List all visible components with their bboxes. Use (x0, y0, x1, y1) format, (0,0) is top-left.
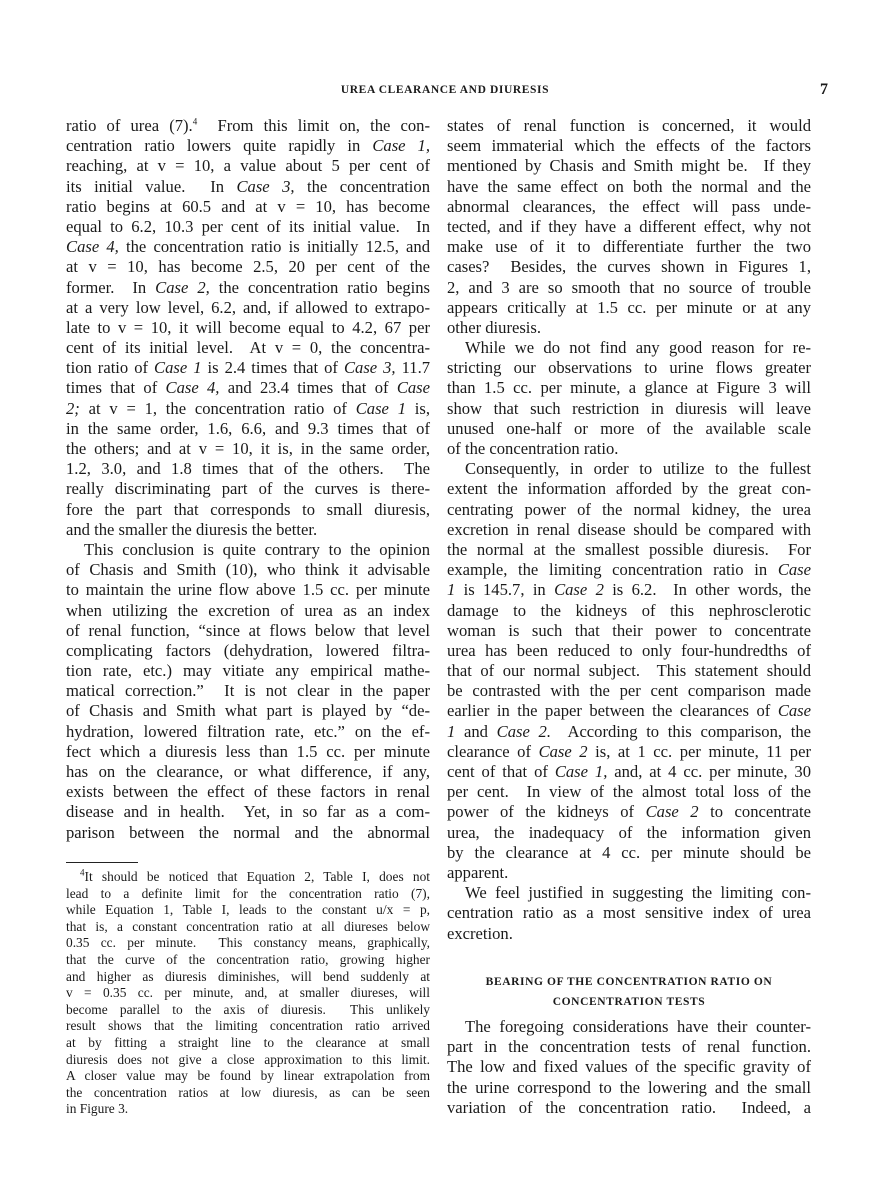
text-line: and the smaller the diuresis the better. (66, 519, 318, 539)
text-line: per cent. In view of the almost total loss of the (447, 782, 811, 802)
right-column (447, 116, 811, 944)
text-line: earlier in the paper between the clearances of Case (447, 701, 811, 721)
text-line: hydration, lowered filtration rate, etc.” on the ef- (66, 721, 430, 741)
text-line: complicating factors (dehydration, lowered filtra- (66, 640, 430, 660)
italic-text: Case 3, (236, 176, 295, 196)
text-line: power of the kidneys of Case 2 to concentrate (447, 802, 811, 822)
text-line: cent of its initial level. At v = 0, the concentra- (66, 338, 430, 358)
text-line: excretion. (447, 923, 513, 943)
italic-text: Case 1 (355, 398, 406, 418)
text-line: while Equation 1, Table I, leads to the constant u/x = p, (66, 902, 430, 918)
text-line: be contrasted with the per cent comparison made (447, 681, 811, 701)
italic-text: Case (777, 701, 811, 721)
section-heading (447, 972, 811, 1012)
text-line: extent the information afforded by the great con- (447, 479, 811, 499)
text-line: other diuresis. (447, 317, 542, 337)
text-line: fect which a diuresis less than 1.5 cc. per minute (66, 741, 430, 761)
text-line: cases? Besides, the curves shown in Figures 1, (447, 257, 811, 277)
text-line: A closer value may be found by linear extrapolation from (66, 1068, 430, 1084)
footnote-reference: 4 (192, 116, 198, 127)
text-line: its initial value. In Case 3, the concentration (66, 176, 431, 196)
text-line: disease and in health. Yet, in so far as a com- (66, 802, 430, 822)
italic-text: Case 1, (554, 762, 608, 781)
footnote (66, 869, 430, 1118)
text-line: that of our normal subject. This statement should (447, 661, 811, 681)
text-line: in Figure 3. (66, 1101, 129, 1117)
text-line: fore the part that corresponds to small diuresis, (66, 499, 430, 519)
text-line: We feel justified in suggesting the limiting con- (465, 883, 811, 903)
text-line: Consequently, in order to utilize to the fullest (465, 459, 811, 479)
text-line: equal to 6.2, 10.3 per cent of its initial value. In (66, 216, 430, 236)
text-line: centrating power of the normal kidney, the urea (447, 499, 811, 519)
text-line: times that of Case 4, and 23.4 times that of Case (66, 378, 430, 398)
text-line: of Chasis and Smith what part is played by “de- (66, 701, 430, 721)
italic-text: Case 2 (538, 741, 588, 761)
text-line: exists between the effect of these factors in renal (66, 782, 430, 802)
text-line: 0.35 cc. per minute. This constancy means, graphically, (66, 935, 430, 951)
text-line: urea has been reduced to only four-hundredths of (447, 640, 811, 660)
text-line: appears critically at 1.5 cc. per minute or at any (447, 297, 811, 317)
italic-text: Case 2. (496, 721, 551, 741)
text-line: $^4$It should be noticed that Equation 2, Table I, does not (80, 867, 430, 884)
italic-text: Case 2 (554, 580, 604, 600)
text-line: v = 0.35 cc. per minute, and, at smaller diureses, will (66, 985, 430, 1001)
text-line: abnormal clearances, the effect will pass unde- (447, 196, 811, 216)
text-line: example, the limiting concentration ratio in Case (447, 560, 811, 580)
text-line: centration ratio as a most sensitive index of urea (447, 903, 811, 923)
text-line: ratio of urea (7).$^4$ From this limit on, the con- (66, 116, 430, 135)
italic-text: Case 1 (154, 358, 202, 378)
italic-text: Case 3, (343, 358, 396, 378)
text-line: former. In Case 2, the concentration ratio begins (66, 277, 431, 297)
page-number: 7 (820, 81, 828, 98)
text-line: excretion in renal disease should be compared with (447, 519, 811, 539)
text-line: tion rate, etc.) may vitiate any empirical mathe- (66, 661, 430, 681)
italic-text: Case 4, (165, 378, 220, 398)
italic-text: Case 1, (372, 136, 430, 156)
text-line: at v = 10, has become 2.5, 20 per cent of the (66, 257, 430, 277)
running-title: UREA CLEARANCE AND DIURESIS (340, 84, 550, 96)
text-line: This conclusion is quite contrary to the opinion (84, 539, 430, 559)
text-line: mentioned by Chasis and Smith might be. If they (447, 156, 811, 176)
text-line: of the concentration ratio. (447, 439, 619, 458)
text-line: stricting our observations to urine flows greater (447, 358, 811, 378)
text-line: parison between the normal and the abnormal (66, 822, 430, 842)
section-heading-line-2: CONCENTRATION TESTS (552, 996, 706, 1008)
text-line: variation of the concentration ratio. Indeed, a (447, 1097, 811, 1117)
text-line: 1 is 145.7, in Case 2 is 6.2. In other words, the (447, 580, 811, 600)
text-line: lead to a definite limit for the concentration ratio (7), (66, 885, 430, 901)
italic-text: Case 2, (155, 277, 210, 297)
italic-text: 1 (447, 721, 456, 741)
text-line: the normal at the smallest possible diuresis. For (447, 539, 811, 559)
text-line: the concentration ratios at low diuresis, as can be seen (66, 1084, 430, 1100)
text-line: diuresis does not give a close approximation to this limit. (66, 1051, 430, 1067)
text-line: result shows that the limiting concentration ratio arrived (66, 1018, 430, 1034)
text-line: and higher as diuresis diminishes, will bend suddenly at (66, 968, 430, 984)
text-line: has on the clearance, or what difference, if any, (66, 762, 430, 781)
text-line: clearance of Case 2 is, at 1 cc. per minute, 11 per (447, 741, 811, 761)
text-line: in the same order, 1.6, 6.6, and 9.3 times that of (66, 418, 430, 438)
text-line: 1.2, 3.0, and 1.8 times that of the others. The (66, 459, 430, 479)
text-line: by the clearance at 4 cc. per minute should be (447, 842, 811, 862)
text-line: tected, and if they have a different effect, why not (447, 216, 811, 236)
text-line: The low and fixed values of the specific gravity of (447, 1057, 811, 1077)
text-line: 2, and 3 are so smooth that no source of trouble (447, 277, 811, 297)
text-line: to maintain the urine flow above 1.5 cc. per minute (66, 580, 430, 600)
text-line: at by fitting a straight line to the clearance at small (66, 1034, 430, 1050)
text-line: Case 4, the concentration ratio is initially 12.5, and (66, 237, 430, 257)
text-line: tion ratio of Case 1 is 2.4 times that of Case 3, 11.7 (66, 358, 431, 378)
text-line: when utilizing the excretion of urea as an index (66, 600, 430, 620)
text-line: damage to the kidneys of this nephrosclerotic (447, 600, 811, 620)
text-line: woman is such that their power to concentrate (447, 620, 811, 640)
text-line: than 1.5 cc. per minute, a glance at Figure 3 will (447, 378, 811, 398)
text-line: that is, a constant concentration ratio at all diureses below (66, 918, 430, 934)
section-body (447, 1017, 811, 1118)
text-line: unused one-half or more of the available scale (447, 418, 811, 438)
text-line: the urine correspond to the lowering and the small (447, 1077, 811, 1097)
italic-text: Case 4, (66, 237, 119, 257)
italic-text: Case (777, 560, 811, 580)
text-line: show that such restriction in diuresis will leave (447, 398, 811, 418)
italic-text: Case (396, 378, 430, 398)
text-line: have the same effect on both the normal and the (447, 176, 811, 196)
section-heading-line-1: BEARING OF THE CONCENTRATION RATIO ON (485, 976, 773, 988)
text-line: reaching, at v = 10, a value about 5 per cent of (66, 156, 430, 176)
text-line: the others; and at v = 10, it is, in the same order, (66, 439, 430, 458)
italic-text: Case 2 (645, 802, 699, 822)
footnote-marker: 4 (80, 867, 85, 878)
text-line: part in the concentration tests of renal function. (447, 1037, 811, 1057)
italic-text: 2; (66, 398, 80, 418)
text-line: seem immaterial which the effects of the factors (447, 136, 811, 156)
text-line: that the curve of the concentration ratio, growing higher (66, 951, 430, 967)
text-line: late to v = 10, it will become equal to 4.2, 67 per (66, 317, 430, 337)
footnote-rule (66, 862, 138, 863)
text-line: really discriminating part of the curves is there- (66, 479, 430, 499)
text-line: centration ratio lowers quite rapidly in Case 1, (66, 136, 430, 156)
left-column (66, 116, 430, 843)
text-line: ratio begins at 60.5 and at v = 10, has become (66, 196, 430, 216)
text-line: 2; at v = 1, the concentration ratio of Case 1 is, (66, 398, 430, 418)
text-line: apparent. (447, 862, 509, 882)
text-line: cent of that of Case 1, and, at 4 cc. per minute, 30 (447, 762, 811, 781)
text-line: make use of it to differentiate further the two (447, 237, 811, 257)
text-line: While we do not find any good reason for re- (465, 338, 811, 358)
text-line: states of renal function is concerned, it would (447, 116, 811, 135)
text-line: matical correction.” It is not clear in the paper (66, 681, 430, 701)
text-line: become parallel to the axis of diuresis. This unlikely (66, 1001, 430, 1017)
text-line: of renal function, “since at flows below that level (66, 620, 430, 640)
text-line: of Chasis and Smith (10), who think it advisable (66, 560, 430, 580)
text-line: 1 and Case 2. According to this comparison, the (447, 721, 811, 741)
italic-text: 1 (447, 580, 456, 600)
text-line: The foregoing considerations have their counter- (465, 1017, 811, 1036)
text-line: at a very low level, 6.2, and, if allowed to extrapo- (66, 297, 430, 317)
text-line: urea, the inadequacy of the information given (447, 822, 811, 842)
